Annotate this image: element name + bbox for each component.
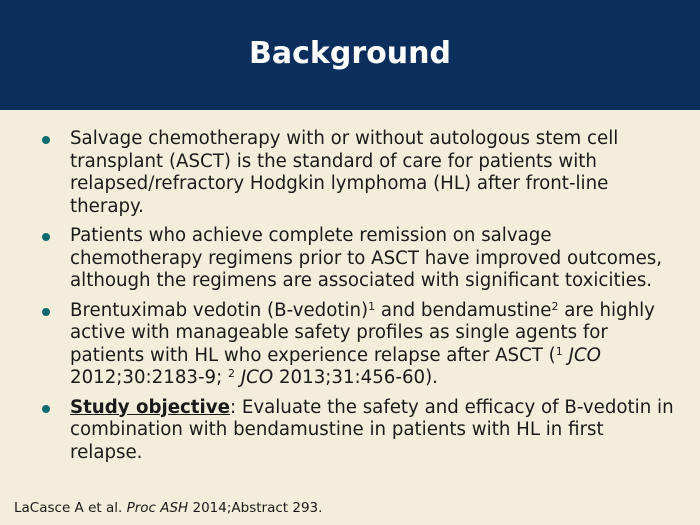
page-title: Background <box>249 35 451 71</box>
study-objective-label: Study objective <box>70 396 230 418</box>
bullet-text: : Evaluate the safety and efficacy of B-vedotin in combination with bendamustine in patients with HL in first relapse. <box>70 396 674 463</box>
footer-citation <box>14 500 322 516</box>
bullet-text-part: and bendamustine <box>375 299 552 321</box>
superscript-ref: 1 <box>368 299 376 313</box>
superscript-ref: 2 <box>228 367 236 380</box>
bullet-dot-icon <box>42 308 50 316</box>
bullet-item <box>40 300 680 390</box>
footer-journal: Proc ASH <box>126 500 189 516</box>
bullet-text-part: are highly active with manageable safety profiles as single agents for patients with HL who experience relapse after ASCT ( <box>70 299 655 366</box>
journal-name: JCO <box>240 367 274 388</box>
bullet-text: Salvage chemotherapy with or without autologous stem cell transplant (ASCT) is the standard of care for patients with relapsed/refractory Hodgkin lymphoma (HL) after front-line therapy. <box>70 128 619 217</box>
bullet-list <box>40 128 680 471</box>
footer-authors: LaCasce A et al. <box>14 500 127 516</box>
bullet-item <box>40 397 680 465</box>
superscript-ref: 1 <box>555 344 563 358</box>
bullet-item <box>40 128 680 218</box>
bullet-text-part: Brentuximab vedotin (B-vedotin) <box>70 299 369 321</box>
citation-text: 2012;30:2183-9; <box>70 367 229 388</box>
superscript-ref: 2 <box>551 299 559 313</box>
bullet-dot-icon <box>42 233 50 241</box>
bullet-text: Patients who achieve complete remission on salvage chemotherapy regimens prior to ASCT have improved outcomes, although the regimens are associated with significant toxicities. <box>70 225 663 291</box>
bullet-item <box>40 225 680 293</box>
journal-name: JCO <box>568 344 601 366</box>
header-bar <box>0 0 700 110</box>
bullet-dot-icon <box>42 136 50 144</box>
citation-text: 2013;31:456-60). <box>273 367 438 388</box>
footer-cite: 2014;Abstract 293. <box>188 500 323 516</box>
bullet-dot-icon <box>42 405 50 413</box>
